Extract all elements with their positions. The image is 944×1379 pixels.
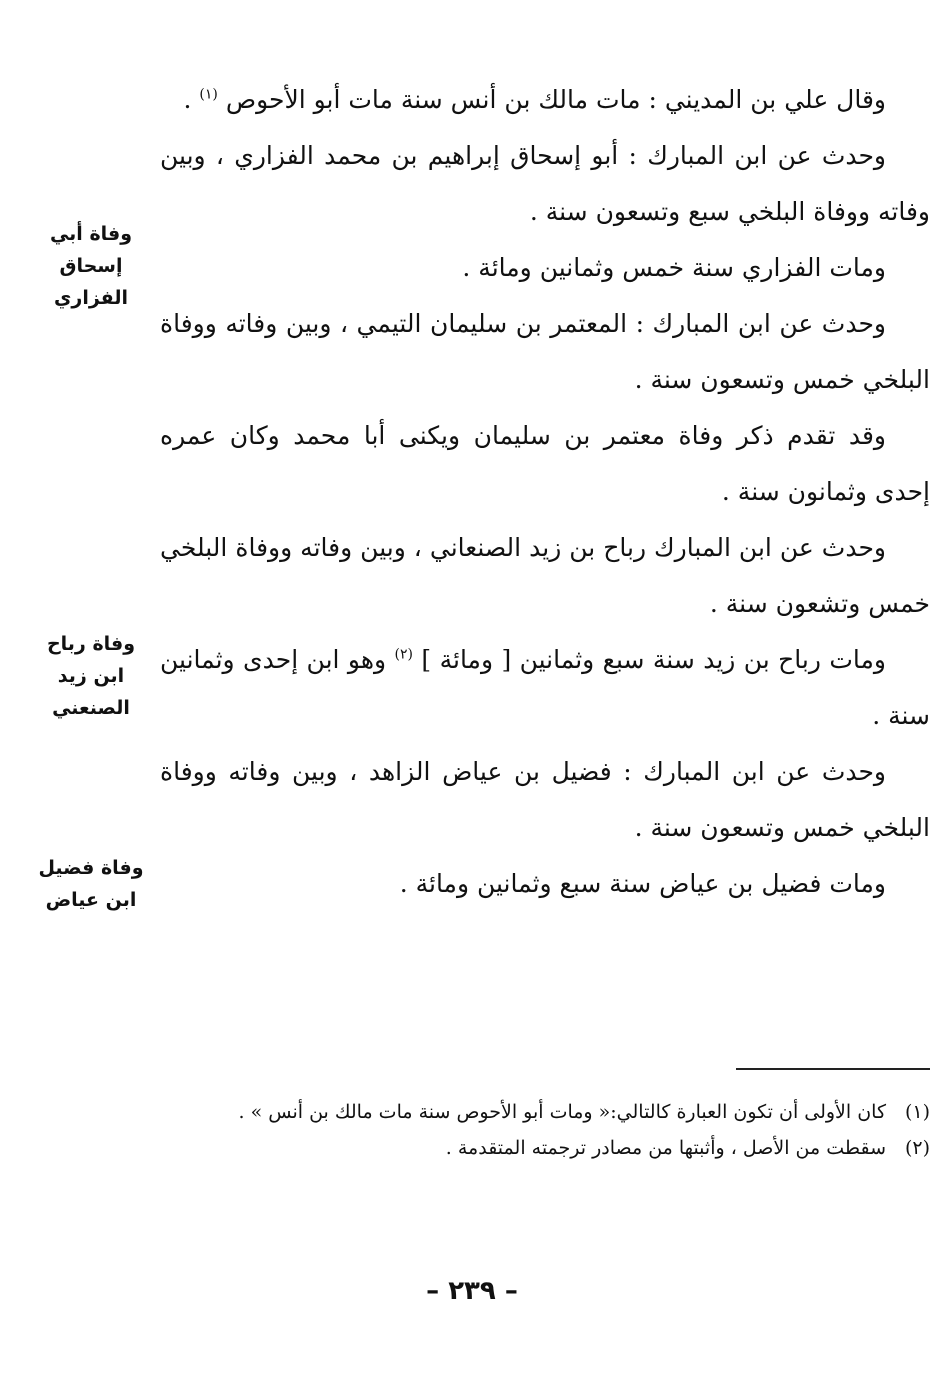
footnote-ref-2: (٢) [394, 646, 413, 663]
margin-note-fazari: وفاة أبي إسحاق الفزاري [49, 223, 133, 309]
paragraph-9: ومات فضيل بن عياض سنة سبع وثمانين ومائة . [399, 869, 886, 898]
footnotes [160, 1094, 930, 1166]
paragraph-2: وحدث عن ابن المبارك : أبو إسحاق إبراهيم بن محمد الفزاري ، وبين وفاته ووفاة البلخي سبع وتسعون سنة . [160, 141, 930, 226]
footnote-number: (١) [904, 1101, 930, 1123]
footnote-divider [736, 1068, 930, 1070]
footnote-text: كان الأولى أن تكون العبارة كالتالي:« ومات أبو الأحوص سنة مات مالك بن أنس » . [238, 1101, 886, 1123]
footnote-ref-1: (١) [199, 86, 218, 103]
footnote-1 [160, 1094, 930, 1130]
paragraph-8: وحدث عن ابن المبارك : فضيل بن عياض الزاهد ، وبين وفاته ووفاة البلخي خمس وتسعون سنة . [160, 757, 930, 842]
main-text [160, 72, 930, 912]
paragraph-4: وحدث عن ابن المبارك : المعتمر بن سليمان التيمي ، وبين وفاته ووفاة البلخي خمس وتسعون سنة . [160, 309, 930, 394]
paragraph-1: وقال علي بن المديني : مات مالك بن أنس سنة مات أبو الأحوص $^{(١)}$ . [183, 85, 886, 114]
footnote-text: سقطت من الأصل ، وأثبتها من مصادر ترجمته المتقدمة . [445, 1137, 886, 1159]
page-number: – ٢٣٩ – [426, 1276, 518, 1306]
margin-note-rabah: وفاة رباح ابن زيد الصنعني [46, 633, 136, 719]
paragraph-6: وحدث عن ابن المبارك رباح بن زيد الصنعاني ، وبين وفاته ووفاة البلخي خمس وتشعون سنة . [160, 533, 930, 618]
paragraph-5: وقد تقدم ذكر وفاة معتمر بن سليمان ويكنى أبا محمد وكان عمره إحدى وثمانون سنة . [160, 421, 930, 506]
footnote-number: (٢) [904, 1137, 930, 1159]
margin-note-fudayl: وفاة فضيل ابن عياض [38, 857, 144, 911]
paragraph-3: ومات الفزاري سنة خمس وثمانين ومائة . [462, 253, 886, 282]
footnote-2 [160, 1130, 930, 1166]
paragraph-7: ومات رباح بن زيد سنة سبع وثمانين [ ومائة ] $^{(٢)}$ وهو ابن إحدى وثمانين سنة . [160, 645, 930, 730]
